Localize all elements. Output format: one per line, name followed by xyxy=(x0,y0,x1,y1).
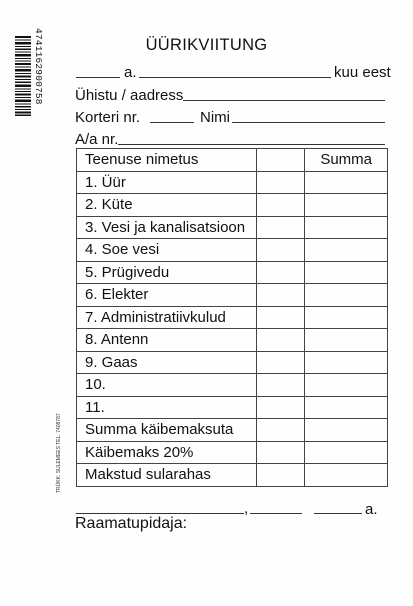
amount-cell-a[interactable] xyxy=(256,329,304,352)
association-address-label: Ühistu / aadress xyxy=(75,87,184,104)
sum-cell[interactable] xyxy=(305,261,388,284)
page-title: ÜÜRIKVIITUNG xyxy=(145,36,268,54)
service-name: Summa käibemaksuta xyxy=(77,419,257,442)
amount-cell-a[interactable] xyxy=(256,351,304,374)
table-row xyxy=(77,374,388,397)
account-number-line[interactable] xyxy=(118,144,385,145)
footer-date-line[interactable] xyxy=(250,513,302,514)
amount-cell-a[interactable] xyxy=(256,261,304,284)
service-name: 8. Antenn xyxy=(77,329,257,352)
apartment-number-line[interactable] xyxy=(150,122,194,123)
sum-cell[interactable] xyxy=(305,306,388,329)
table-row xyxy=(77,261,388,284)
empty-column-header xyxy=(256,149,304,172)
month-line[interactable] xyxy=(139,77,331,78)
barcode-digits: 4741162900758 xyxy=(33,28,44,105)
account-number-label: A/a nr. xyxy=(75,131,119,148)
service-name: 9. Gaas xyxy=(77,351,257,374)
table-row xyxy=(77,419,388,442)
footer-comma: , xyxy=(244,500,249,517)
sum-cell[interactable] xyxy=(305,351,388,374)
amount-cell-a[interactable] xyxy=(256,194,304,217)
service-name: 4. Soe vesi xyxy=(77,239,257,262)
year-line[interactable] xyxy=(76,77,120,78)
services-table xyxy=(76,148,388,487)
name-line[interactable] xyxy=(232,122,385,123)
table-row xyxy=(77,239,388,262)
table-row xyxy=(77,464,388,487)
name-label: Nimi xyxy=(200,109,230,126)
service-name: 2. Küte xyxy=(77,194,257,217)
amount-cell-a[interactable] xyxy=(256,374,304,397)
service-name: 7. Administratiivkulud xyxy=(77,306,257,329)
amount-cell-a[interactable] xyxy=(256,171,304,194)
table-row xyxy=(77,396,388,419)
table-row xyxy=(77,284,388,307)
table-row xyxy=(77,216,388,239)
printer-info: TRÜKK: SULEMEES TEL: 7408787 xyxy=(56,413,62,493)
sum-cell[interactable] xyxy=(305,441,388,464)
amount-cell-a[interactable] xyxy=(256,419,304,442)
sum-cell[interactable] xyxy=(305,464,388,487)
service-name: 6. Elekter xyxy=(77,284,257,307)
amount-cell-a[interactable] xyxy=(256,284,304,307)
amount-cell-a[interactable] xyxy=(256,239,304,262)
table-row xyxy=(77,329,388,352)
service-name: Makstud sularahas xyxy=(77,464,257,487)
footer-year-suffix: a. xyxy=(365,501,378,518)
apartment-number-label: Korteri nr. xyxy=(75,109,141,126)
footer-place-line[interactable] xyxy=(76,513,244,514)
sum-cell[interactable] xyxy=(305,284,388,307)
sum-cell[interactable] xyxy=(305,239,388,262)
sum-cell[interactable] xyxy=(305,171,388,194)
sum-cell[interactable] xyxy=(305,396,388,419)
service-name: 3. Vesi ja kanalisatsioon xyxy=(77,216,257,239)
sum-cell[interactable] xyxy=(305,216,388,239)
sum-column-header: Summa xyxy=(305,149,388,172)
accountant-label: Raamatupidaja: xyxy=(75,515,188,532)
amount-cell-a[interactable] xyxy=(256,396,304,419)
service-name: 10. xyxy=(77,374,257,397)
service-name: 11. xyxy=(77,396,257,419)
sum-cell[interactable] xyxy=(305,329,388,352)
amount-cell-a[interactable] xyxy=(256,306,304,329)
table-row xyxy=(77,441,388,464)
table-row xyxy=(77,194,388,217)
service-name: 1. Üür xyxy=(77,171,257,194)
table-row xyxy=(77,351,388,374)
sum-cell[interactable] xyxy=(305,374,388,397)
month-label: kuu eest xyxy=(334,64,391,81)
service-name: Käibemaks 20% xyxy=(77,441,257,464)
table-row xyxy=(77,171,388,194)
amount-cell-a[interactable] xyxy=(256,464,304,487)
amount-cell-a[interactable] xyxy=(256,216,304,239)
year-suffix-label: a. xyxy=(124,64,137,81)
footer-year-line[interactable] xyxy=(314,513,362,514)
table-header-row xyxy=(77,149,388,172)
sum-cell[interactable] xyxy=(305,194,388,217)
table-row xyxy=(77,306,388,329)
service-name: 5. Prügivedu xyxy=(77,261,257,284)
sum-cell[interactable] xyxy=(305,419,388,442)
amount-cell-a[interactable] xyxy=(256,441,304,464)
association-address-line[interactable] xyxy=(183,100,385,101)
service-column-header: Teenuse nimetus xyxy=(77,149,257,172)
